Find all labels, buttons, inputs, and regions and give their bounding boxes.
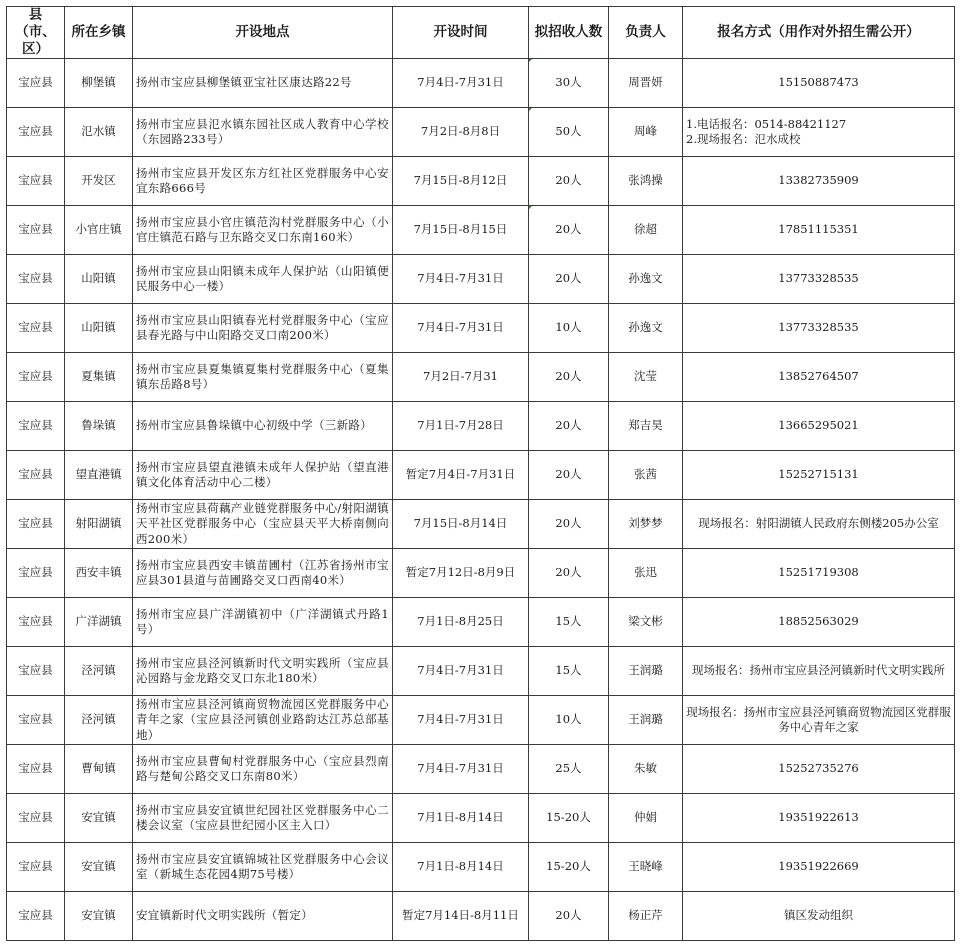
cell-town: 柳堡镇 xyxy=(65,59,133,108)
cell-person: 张鸿操 xyxy=(609,157,683,206)
cell-capacity: 50人 xyxy=(529,108,609,157)
cell-capacity: 15人 xyxy=(529,647,609,696)
cell-location: 安宜镇新时代文明实践所（暂定） xyxy=(133,892,393,941)
cell-person: 仲娟 xyxy=(609,794,683,843)
cell-time: 7月15日-8月15日 xyxy=(393,206,529,255)
cell-town: 开发区 xyxy=(65,157,133,206)
table-row xyxy=(7,157,955,206)
header-signup: 报名方式（用作对外招生需公开） xyxy=(683,7,955,59)
cell-county: 宝应县 xyxy=(7,892,65,941)
cell-location: 扬州市宝应县开发区东方红社区党群服务中心安宜东路666号 xyxy=(133,157,393,206)
signup-line: 现场报名：射阳湖镇人民政府东侧楼205办公室 xyxy=(698,516,939,531)
signup-line: 13773328535 xyxy=(778,320,859,335)
cell-signup xyxy=(683,647,955,696)
cell-town: 氾水镇 xyxy=(65,108,133,157)
signup-line: 19351922669 xyxy=(778,859,859,874)
cell-signup xyxy=(683,451,955,500)
cell-person: 孙逸文 xyxy=(609,304,683,353)
cell-county: 宝应县 xyxy=(7,696,65,745)
cell-capacity: 15-20人 xyxy=(529,794,609,843)
cell-signup xyxy=(683,892,955,941)
cell-person: 徐超 xyxy=(609,206,683,255)
cell-town: 山阳镇 xyxy=(65,255,133,304)
cell-county: 宝应县 xyxy=(7,794,65,843)
cell-town: 射阳湖镇 xyxy=(65,500,133,549)
cell-time: 7月1日-8月25日 xyxy=(393,598,529,647)
cell-location: 扬州市宝应县望直港镇未成年人保护站（望直港镇文化体育活动中心二楼） xyxy=(133,451,393,500)
cell-town: 小官庄镇 xyxy=(65,206,133,255)
cell-capacity: 20人 xyxy=(529,157,609,206)
cell-person: 刘梦梦 xyxy=(609,500,683,549)
signup-line: 15252715131 xyxy=(778,467,859,482)
cell-time: 7月15日-8月12日 xyxy=(393,157,529,206)
header-capacity: 拟招收人数 xyxy=(529,7,609,59)
cell-town: 安宜镇 xyxy=(65,892,133,941)
signup-line: 现场报名：扬州市宝应县泾河镇商贸物流园区党群服务中心青年之家 xyxy=(686,704,951,734)
header-person: 负责人 xyxy=(609,7,683,59)
cell-signup xyxy=(683,353,955,402)
cell-signup xyxy=(683,255,955,304)
enrollment-table-container xyxy=(6,6,954,941)
table-row xyxy=(7,598,955,647)
cell-time: 7月4日-7月31日 xyxy=(393,696,529,745)
cell-town: 曹甸镇 xyxy=(65,745,133,794)
cell-time: 7月1日-7月28日 xyxy=(393,402,529,451)
table-row xyxy=(7,843,955,892)
table-row xyxy=(7,696,955,745)
cell-time: 7月4日-7月31日 xyxy=(393,304,529,353)
cell-capacity: 20人 xyxy=(529,402,609,451)
cell-time: 暂定7月14日-8月11日 xyxy=(393,892,529,941)
cell-capacity: 20人 xyxy=(529,353,609,402)
signup-line: 镇区发动组织 xyxy=(784,908,853,923)
cell-town: 西安丰镇 xyxy=(65,549,133,598)
cell-town: 广洋湖镇 xyxy=(65,598,133,647)
signup-line: 18852563029 xyxy=(778,614,859,629)
cell-town: 夏集镇 xyxy=(65,353,133,402)
cell-capacity: 10人 xyxy=(529,696,609,745)
header-row xyxy=(7,7,955,59)
cell-location: 扬州市宝应县曹甸村党群服务中心（宝应县烈南路与楚甸公路交叉口东南80米） xyxy=(133,745,393,794)
cell-signup xyxy=(683,59,955,108)
cell-person: 周峰 xyxy=(609,108,683,157)
cell-county: 宝应县 xyxy=(7,843,65,892)
cell-county: 宝应县 xyxy=(7,745,65,794)
cell-capacity: 15-20人 xyxy=(529,843,609,892)
cell-county: 宝应县 xyxy=(7,549,65,598)
cell-person: 张茜 xyxy=(609,451,683,500)
cell-time: 7月15日-8月14日 xyxy=(393,500,529,549)
cell-location: 扬州市宝应县安宜镇锦城社区党群服务中心会议室（新城生态花园4期75号楼） xyxy=(133,843,393,892)
table-row xyxy=(7,745,955,794)
cell-person: 朱敏 xyxy=(609,745,683,794)
cell-location: 扬州市宝应县氾水镇东园社区成人教育中心学校（东园路233号） xyxy=(133,108,393,157)
enrollment-table xyxy=(6,6,955,941)
signup-line: 15150887473 xyxy=(778,75,859,90)
table-body xyxy=(7,59,955,941)
cell-time: 7月2日-8月8日 xyxy=(393,108,529,157)
cell-location: 扬州市宝应县小官庄镇范沟村党群服务中心（小官庄镇范石路与卫东路交叉口东南160米） xyxy=(133,206,393,255)
table-row xyxy=(7,794,955,843)
cell-time: 7月4日-7月31日 xyxy=(393,59,529,108)
cell-capacity: 20人 xyxy=(529,892,609,941)
cell-location: 扬州市宝应县安宜镇世纪园社区党群服务中心二楼会议室（宝应县世纪园小区主入口） xyxy=(133,794,393,843)
cell-county: 宝应县 xyxy=(7,206,65,255)
cell-town: 望直港镇 xyxy=(65,451,133,500)
cell-time: 7月4日-7月31日 xyxy=(393,745,529,794)
cell-capacity: 20人 xyxy=(529,500,609,549)
cell-location: 扬州市宝应县山阳镇未成年人保护站（山阳镇便民服务中心一楼） xyxy=(133,255,393,304)
cell-location: 扬州市宝应县泾河镇商贸物流园区党群服务中心青年之家（宝应县泾河镇创业路韵达江苏总部基地） xyxy=(133,696,393,745)
cell-town: 山阳镇 xyxy=(65,304,133,353)
cell-county: 宝应县 xyxy=(7,157,65,206)
cell-signup xyxy=(683,696,955,745)
cell-person: 郑吉昊 xyxy=(609,402,683,451)
cell-time: 7月4日-7月31日 xyxy=(393,647,529,696)
cell-time: 暂定7月12日-8月9日 xyxy=(393,549,529,598)
table-row xyxy=(7,892,955,941)
cell-county: 宝应县 xyxy=(7,598,65,647)
cell-capacity: 20人 xyxy=(529,549,609,598)
signup-line: 15251719308 xyxy=(778,565,859,580)
cell-capacity: 20人 xyxy=(529,451,609,500)
signup-line: 13382735909 xyxy=(778,173,859,188)
cell-time: 7月2日-7月31 xyxy=(393,353,529,402)
signup-line: 15252735276 xyxy=(778,761,859,776)
cell-signup xyxy=(683,843,955,892)
cell-location: 扬州市宝应县泾河镇新时代文明实践所（宝应县沁园路与金龙路交叉口东北180米） xyxy=(133,647,393,696)
table-row xyxy=(7,108,955,157)
header-location: 开设地点 xyxy=(133,7,393,59)
cell-person: 周晋妍 xyxy=(609,59,683,108)
cell-person: 王润璐 xyxy=(609,647,683,696)
cell-time: 暂定7月4日-7月31日 xyxy=(393,451,529,500)
cell-time: 7月1日-8月14日 xyxy=(393,843,529,892)
table-row xyxy=(7,304,955,353)
table-row xyxy=(7,402,955,451)
cell-county: 宝应县 xyxy=(7,500,65,549)
cell-signup xyxy=(683,108,955,157)
cell-capacity: 10人 xyxy=(529,304,609,353)
cell-capacity: 25人 xyxy=(529,745,609,794)
cell-capacity: 20人 xyxy=(529,206,609,255)
cell-person: 王晓峰 xyxy=(609,843,683,892)
cell-capacity: 15人 xyxy=(529,598,609,647)
header-time: 开设时间 xyxy=(393,7,529,59)
table-row xyxy=(7,59,955,108)
cell-location: 扬州市宝应县山阳镇春光村党群服务中心（宝应县春光路与中山阳路交叉口南200米） xyxy=(133,304,393,353)
cell-signup xyxy=(683,549,955,598)
cell-county: 宝应县 xyxy=(7,108,65,157)
cell-county: 宝应县 xyxy=(7,59,65,108)
table-row xyxy=(7,549,955,598)
cell-town: 泾河镇 xyxy=(65,647,133,696)
cell-signup xyxy=(683,402,955,451)
cell-signup xyxy=(683,745,955,794)
cell-person: 孙逸文 xyxy=(609,255,683,304)
signup-line: 17851115351 xyxy=(778,222,859,237)
cell-signup xyxy=(683,157,955,206)
cell-signup xyxy=(683,500,955,549)
cell-county: 宝应县 xyxy=(7,304,65,353)
cell-person: 沈莹 xyxy=(609,353,683,402)
cell-county: 宝应县 xyxy=(7,647,65,696)
cell-county: 宝应县 xyxy=(7,451,65,500)
table-row xyxy=(7,353,955,402)
table-row xyxy=(7,647,955,696)
cell-county: 宝应县 xyxy=(7,402,65,451)
signup-line: 13665295021 xyxy=(778,418,859,433)
signup-line: 2.现场报名：氾水成校 xyxy=(686,132,801,146)
cell-location: 扬州市宝应县广洋湖镇初中（广洋湖镇式丹路1号） xyxy=(133,598,393,647)
cell-town: 泾河镇 xyxy=(65,696,133,745)
cell-location: 扬州市宝应县柳堡镇亚宝社区康达路22号 xyxy=(133,59,393,108)
header-county: 县（市、区） xyxy=(7,7,65,59)
cell-time: 7月1日-8月14日 xyxy=(393,794,529,843)
cell-person: 梁文彬 xyxy=(609,598,683,647)
cell-signup xyxy=(683,206,955,255)
table-row xyxy=(7,451,955,500)
cell-county: 宝应县 xyxy=(7,353,65,402)
cell-location: 扬州市宝应县荷藕产业链党群服务中心/射阳湖镇天平社区党群服务中心（宝应县天平大桥南侧向西200米） xyxy=(133,500,393,549)
cell-town: 安宜镇 xyxy=(65,843,133,892)
table-row xyxy=(7,206,955,255)
table-row xyxy=(7,255,955,304)
cell-signup xyxy=(683,794,955,843)
cell-person: 杨正芹 xyxy=(609,892,683,941)
cell-town: 鲁垛镇 xyxy=(65,402,133,451)
cell-person: 张迅 xyxy=(609,549,683,598)
table-row xyxy=(7,500,955,549)
cell-time: 7月4日-7月31日 xyxy=(393,255,529,304)
cell-signup xyxy=(683,304,955,353)
cell-location: 扬州市宝应县鲁垛镇中心初级中学（三新路） xyxy=(133,402,393,451)
cell-person: 王润璐 xyxy=(609,696,683,745)
signup-line: 现场报名：扬州市宝应县泾河镇新时代文明实践所 xyxy=(692,663,945,678)
cell-location: 扬州市宝应县西安丰镇苗圃村（江苏省扬州市宝应县301县道与苗圃路交叉口西南40米） xyxy=(133,549,393,598)
header-town: 所在乡镇 xyxy=(65,7,133,59)
cell-location: 扬州市宝应县夏集镇夏集村党群服务中心（夏集镇东岳路8号） xyxy=(133,353,393,402)
signup-line: 1.电话报名：0514-88421127 xyxy=(686,116,847,131)
cell-town: 安宜镇 xyxy=(65,794,133,843)
signup-line: 13773328535 xyxy=(778,271,859,286)
cell-capacity: 20人 xyxy=(529,255,609,304)
cell-signup xyxy=(683,598,955,647)
cell-county: 宝应县 xyxy=(7,255,65,304)
signup-line: 19351922613 xyxy=(778,810,859,825)
cell-capacity: 30人 xyxy=(529,59,609,108)
signup-line: 13852764507 xyxy=(778,369,859,384)
